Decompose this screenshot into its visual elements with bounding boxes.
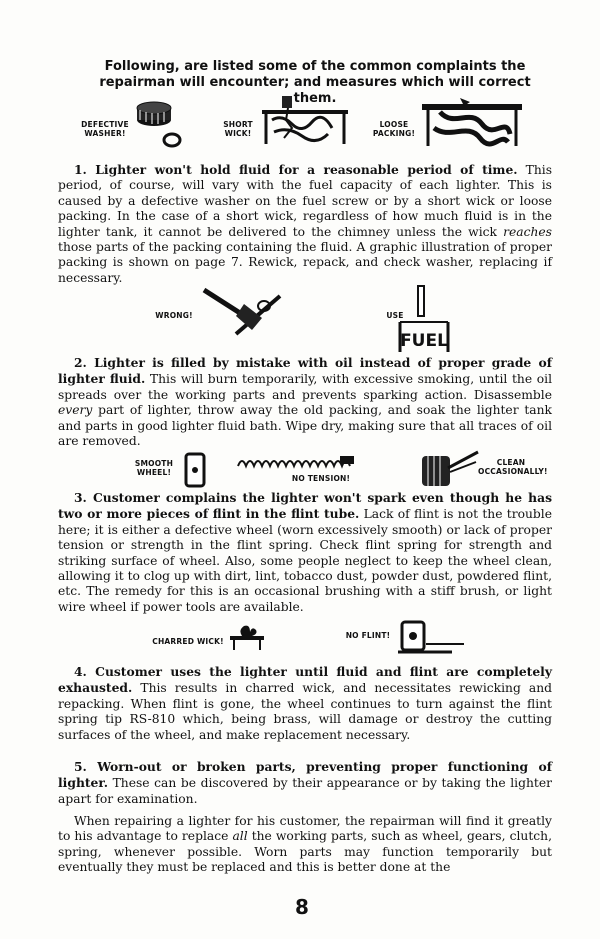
item-1-heading: 1. Lighter won't hold fluid for a reasonable period of time. (74, 162, 518, 177)
use-label: USE (386, 311, 404, 320)
clean-occasionally-label: CLEAN OCCASIONALLY! (478, 458, 548, 476)
washer-illustration (132, 98, 182, 148)
item-3 (58, 490, 552, 615)
item-2-heading: 2. Lighter is filled by mistake with oil instead of proper grade of lighter fluid. (58, 355, 552, 387)
item-3-heading: 3. Customer complains the lighter won't spark even though he has two or more pieces of flint in the flint tube. (58, 490, 552, 522)
fuel-text: FUEL (400, 331, 448, 351)
no-flint-illustration (392, 616, 472, 656)
page-number: 8 (295, 895, 309, 919)
smooth-wheel-illustration (180, 452, 210, 488)
loose-packing-illustration (420, 98, 524, 150)
item-5-text-a: These can be discovered by their appearance or by taking the lighter apart for examination. (58, 776, 552, 806)
item-5-heading: 5. Worn-out or broken parts, preventing proper functioning of lighter. (58, 759, 552, 791)
no-tension-label: NO TENSION! (291, 474, 351, 483)
item-1-text-a: This period, of course, will vary with the fuel capacity of each lighter. This is caused by a defective washer on the fuel screw or by a short wick or loose packing. In the case of a short wick, regardless of how much fluid is in the lighter tank, it cannot be delivered to the chimney unless the wick (58, 163, 553, 239)
closing-text-b: the working parts, such as wheel, gears, clutch, spring, whenever possible. Worn parts may function temporarily but eventually they must be replaced and this is better done at the (58, 829, 552, 875)
short-wick-illustration (258, 94, 354, 150)
closing-emphasis: all (232, 829, 248, 844)
item-4 (58, 664, 552, 743)
defective-washer-label: DEFECTIVE WASHER! (81, 120, 129, 138)
charred-wick-illustration (228, 622, 268, 652)
item-4-text-a: This results in charred wick, and necessitates rewicking and repacking. When flint is gone, the wheel continues to turn against the flint spring tip RS-810 which, being brass, will damage or destroy the cutting surfaces of the wheel, and make replacement necessary. (58, 681, 552, 742)
closing-paragraph (58, 814, 552, 876)
item-2 (58, 355, 552, 449)
item-2-text-a: This will burn temporarily, with excessive smoking, until the oil spreads over the working parts and prevents sparking action. Disassemble (58, 372, 552, 402)
no-flint-label: NO FLINT! (345, 631, 391, 640)
item-1 (58, 162, 552, 286)
item-4-heading: 4. Customer uses the lighter until fluid and flint are completely exhausted. (58, 664, 552, 696)
intro-paragraph: Following, are listed some of the common complaints the repairman will encounter; and measures which will correct them. (99, 59, 531, 106)
spring-illustration (236, 452, 356, 474)
item-5 (58, 759, 552, 807)
item-3-text-a: Lack of flint is not the trouble here; it is either a defective wheel (worn excessively smooth) or lack of proper tension or strength in the flint spring. Check flint spring for strength and striking surface of wheel. Also, some people neglect to keep the wheel clean, allowing it to clog up with dirt, lint, tobacco dust, powder dust, powdered flint, etc. The remedy for this is an occasional brushing with a stiff brush, or light wire wheel if power tools are available. (58, 507, 552, 614)
charred-wick-label: CHARRED WICK! (152, 637, 224, 646)
item-2-text-b: part of lighter, throw away the old packing, and soak the lighter tank and parts in good lighter fluid bath. Wipe dry, making sure that all traces of oil are removed. (58, 403, 552, 449)
smooth-wheel-label: SMOOTH WHEEL! (134, 459, 174, 477)
loose-packing-label: LOOSE PACKING! (372, 120, 416, 138)
item-1-emphasis: reaches (503, 224, 552, 239)
short-wick-label: SHORT WICK! (223, 120, 253, 138)
fuel-can-illustration (394, 284, 454, 354)
brush-wheel-illustration (418, 448, 482, 492)
item-2-emphasis: every (58, 403, 93, 418)
wrong-label: WRONG! (155, 311, 193, 320)
oil-can-illustration (200, 288, 284, 338)
closing-text-a: When repairing a lighter for his customer, the repairman will find it greatly to his advantage to replace (58, 814, 552, 844)
item-1-text-b: those parts of the packing containing the fluid. A graphic illustration of proper packing is shown on page 7. Rewick, repack, and check washer, replacing if necessary. (58, 240, 552, 285)
